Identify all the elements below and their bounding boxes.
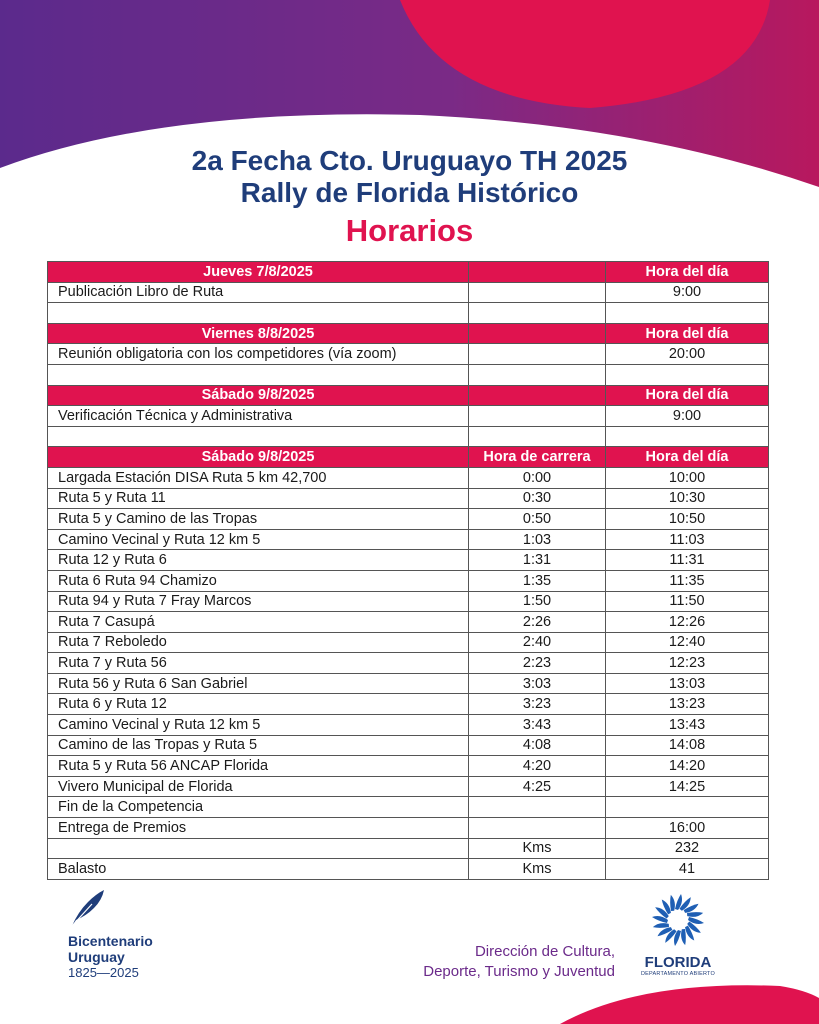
cell-location: Ruta 7 y Ruta 56 bbox=[48, 653, 469, 674]
bicentenario-line2: Uruguay bbox=[68, 949, 125, 965]
table-row bbox=[48, 488, 769, 509]
cell-race-time: 1:03 bbox=[469, 529, 606, 550]
cell-location: Ruta 6 Ruta 94 Chamizo bbox=[48, 570, 469, 591]
header-day-time: Hora del día bbox=[606, 262, 769, 283]
bicentenario-line1: Bicentenario bbox=[68, 933, 153, 949]
table-row bbox=[48, 756, 769, 777]
event-subtitle: Rally de Florida Histórico bbox=[240, 177, 579, 208]
header-day-time: Hora del día bbox=[606, 385, 769, 406]
section-header bbox=[48, 447, 769, 468]
table-row bbox=[48, 632, 769, 653]
cell-day-time: 11:35 bbox=[606, 570, 769, 591]
table-row bbox=[48, 859, 769, 880]
table-row bbox=[48, 364, 769, 385]
florida-name: FLORIDA bbox=[644, 954, 712, 971]
cell-day-time: 10:30 bbox=[606, 488, 769, 509]
table-row bbox=[48, 776, 769, 797]
cell-race-time bbox=[469, 303, 606, 324]
cell-day-time: 12:23 bbox=[606, 653, 769, 674]
section-header bbox=[48, 385, 769, 406]
cell-day-time: 9:00 bbox=[606, 406, 769, 427]
cell-location: Ruta 5 y Ruta 11 bbox=[48, 488, 469, 509]
cell-race-time: 3:03 bbox=[469, 673, 606, 694]
table-row bbox=[48, 344, 769, 365]
florida-tagline: DEPARTAMENTO ABIERTO bbox=[641, 971, 715, 977]
cell-race-time bbox=[469, 282, 606, 303]
table-row bbox=[48, 467, 769, 488]
schedule-heading: Horarios bbox=[345, 213, 474, 248]
cell-race-time bbox=[469, 406, 606, 427]
cell-race-time bbox=[469, 797, 606, 818]
cell-race-time: 0:30 bbox=[469, 488, 606, 509]
bicentenario-logo bbox=[68, 888, 198, 981]
sun-spiral-logo bbox=[650, 892, 706, 948]
cell-location bbox=[48, 303, 469, 324]
cell-race-time: Kms bbox=[469, 859, 606, 880]
header-day: Sábado 9/8/2025 bbox=[48, 447, 469, 468]
cell-race-time: 3:23 bbox=[469, 694, 606, 715]
cell-day-time: 12:40 bbox=[606, 632, 769, 653]
cell-location: Ruta 12 y Ruta 6 bbox=[48, 550, 469, 571]
bicentenario-years: 1825—2025 bbox=[68, 965, 139, 980]
cell-location: Reunión obligatoria con los competidores (vía zoom) bbox=[48, 344, 469, 365]
cell-location: Publicación Libro de Ruta bbox=[48, 282, 469, 303]
cell-day-time: 10:50 bbox=[606, 509, 769, 530]
header-race-time: Hora de carrera bbox=[469, 447, 606, 468]
table-row bbox=[48, 673, 769, 694]
table-row bbox=[48, 591, 769, 612]
cell-day-time: 11:31 bbox=[606, 550, 769, 571]
header-race-time bbox=[469, 385, 606, 406]
cell-day-time: 20:00 bbox=[606, 344, 769, 365]
table-row bbox=[48, 406, 769, 427]
florida-logo bbox=[636, 892, 720, 978]
cell-day-time bbox=[606, 364, 769, 385]
cell-location: Ruta 5 y Camino de las Tropas bbox=[48, 509, 469, 530]
section-header bbox=[48, 262, 769, 283]
header-day-time: Hora del día bbox=[606, 447, 769, 468]
table-row bbox=[48, 509, 769, 530]
department-line1: Dirección de Cultura, bbox=[474, 943, 615, 960]
feather-icon bbox=[68, 888, 106, 928]
cell-location bbox=[48, 364, 469, 385]
cell-location bbox=[48, 426, 469, 447]
cell-race-time: Kms bbox=[469, 838, 606, 859]
cell-day-time: 13:23 bbox=[606, 694, 769, 715]
cell-race-time: 1:50 bbox=[469, 591, 606, 612]
cell-location: Camino Vecinal y Ruta 12 km 5 bbox=[48, 715, 469, 736]
cell-location: Camino Vecinal y Ruta 12 km 5 bbox=[48, 529, 469, 550]
cell-race-time: 3:43 bbox=[469, 715, 606, 736]
cell-race-time: 4:20 bbox=[469, 756, 606, 777]
table-row bbox=[48, 303, 769, 324]
cell-race-time: 0:50 bbox=[469, 509, 606, 530]
table-row bbox=[48, 838, 769, 859]
cell-day-time: 14:25 bbox=[606, 776, 769, 797]
cell-day-time: 10:00 bbox=[606, 467, 769, 488]
cell-location: Vivero Municipal de Florida bbox=[48, 776, 469, 797]
cell-day-time: 11:50 bbox=[606, 591, 769, 612]
cell-day-time: 41 bbox=[606, 859, 769, 880]
cell-race-time bbox=[469, 364, 606, 385]
table-row bbox=[48, 735, 769, 756]
cell-day-time bbox=[606, 303, 769, 324]
cell-location bbox=[48, 838, 469, 859]
cell-day-time: 14:08 bbox=[606, 735, 769, 756]
table-row bbox=[48, 282, 769, 303]
header-day-time: Hora del día bbox=[606, 323, 769, 344]
table-row bbox=[48, 529, 769, 550]
section-header bbox=[48, 323, 769, 344]
footer-accent bbox=[0, 980, 819, 1024]
cell-location: Balasto bbox=[48, 859, 469, 880]
department-name bbox=[423, 942, 615, 982]
table-row bbox=[48, 570, 769, 591]
cell-race-time: 1:35 bbox=[469, 570, 606, 591]
cell-location: Fin de la Competencia bbox=[48, 797, 469, 818]
table-row bbox=[48, 715, 769, 736]
table-row bbox=[48, 426, 769, 447]
header-day: Sábado 9/8/2025 bbox=[48, 385, 469, 406]
cell-day-time: 9:00 bbox=[606, 282, 769, 303]
title-block bbox=[0, 145, 819, 251]
cell-day-time: 13:43 bbox=[606, 715, 769, 736]
cell-race-time bbox=[469, 344, 606, 365]
cell-day-time bbox=[606, 426, 769, 447]
cell-day-time: 11:03 bbox=[606, 529, 769, 550]
cell-race-time: 2:23 bbox=[469, 653, 606, 674]
cell-race-time: 2:40 bbox=[469, 632, 606, 653]
cell-location: Ruta 56 y Ruta 6 San Gabriel bbox=[48, 673, 469, 694]
cell-race-time bbox=[469, 818, 606, 839]
department-line2: Deporte, Turismo y Juventud bbox=[423, 963, 615, 980]
cell-race-time: 1:31 bbox=[469, 550, 606, 571]
header-day: Jueves 7/8/2025 bbox=[48, 262, 469, 283]
cell-day-time: 12:26 bbox=[606, 612, 769, 633]
table-row bbox=[48, 653, 769, 674]
cell-location: Entrega de Premios bbox=[48, 818, 469, 839]
table-row bbox=[48, 797, 769, 818]
cell-race-time bbox=[469, 426, 606, 447]
table-row bbox=[48, 612, 769, 633]
cell-location: Ruta 7 Reboledo bbox=[48, 632, 469, 653]
table-row bbox=[48, 818, 769, 839]
cell-day-time: 14:20 bbox=[606, 756, 769, 777]
header-day: Viernes 8/8/2025 bbox=[48, 323, 469, 344]
schedule-table bbox=[47, 261, 769, 880]
table-row bbox=[48, 550, 769, 571]
cell-location: Camino de las Tropas y Ruta 5 bbox=[48, 735, 469, 756]
cell-day-time: 13:03 bbox=[606, 673, 769, 694]
cell-race-time: 0:00 bbox=[469, 467, 606, 488]
header-race-time bbox=[469, 262, 606, 283]
cell-location: Verificación Técnica y Administrativa bbox=[48, 406, 469, 427]
cell-location: Ruta 94 y Ruta 7 Fray Marcos bbox=[48, 591, 469, 612]
cell-location: Largada Estación DISA Ruta 5 km 42,700 bbox=[48, 467, 469, 488]
cell-location: Ruta 7 Casupá bbox=[48, 612, 469, 633]
cell-location: Ruta 6 y Ruta 12 bbox=[48, 694, 469, 715]
table-row bbox=[48, 694, 769, 715]
cell-day-time: 16:00 bbox=[606, 818, 769, 839]
cell-day-time bbox=[606, 797, 769, 818]
cell-race-time: 2:26 bbox=[469, 612, 606, 633]
cell-location: Ruta 5 y Ruta 56 ANCAP Florida bbox=[48, 756, 469, 777]
event-title: 2a Fecha Cto. Uruguayo TH 2025 bbox=[191, 145, 628, 176]
header-race-time bbox=[469, 323, 606, 344]
cell-race-time: 4:25 bbox=[469, 776, 606, 797]
cell-day-time: 232 bbox=[606, 838, 769, 859]
cell-race-time: 4:08 bbox=[469, 735, 606, 756]
